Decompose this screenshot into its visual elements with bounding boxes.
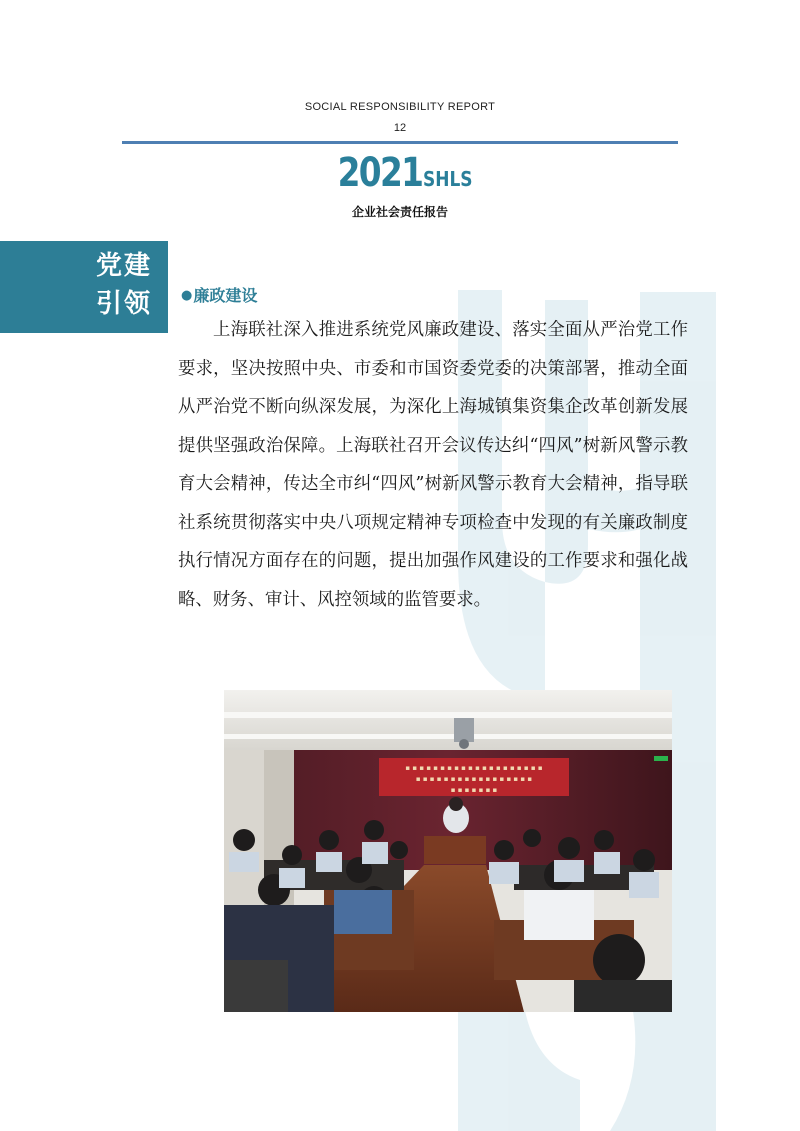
report-title: SOCIAL RESPONSIBILITY REPORT (304, 101, 496, 113)
page-number: 12 (393, 122, 407, 134)
svg-text:▪ ▪ ▪ ▪ ▪ ▪ ▪ ▪ ▪ ▪ ▪ ▪ ▪ ▪ ▪: ▪ ▪ ▪ ▪ ▪ ▪ ▪ ▪ ▪ ▪ ▪ ▪ ▪ ▪ ▪ ▪ ▪ ▪ ▪ ▪ (405, 764, 543, 772)
section-tab-line2: 引领 (96, 289, 153, 319)
svg-text:▪ ▪ ▪ ▪ ▪ ▪ ▪: ▪ ▪ ▪ ▪ ▪ ▪ ▪ (450, 786, 498, 794)
bullet-icon: ● (181, 288, 193, 303)
section-tab-label (96, 247, 164, 323)
svg-text:▪ ▪ ▪ ▪ ▪ ▪ ▪ ▪ ▪ ▪ ▪ ▪ ▪ ▪ ▪: ▪ ▪ ▪ ▪ ▪ ▪ ▪ ▪ ▪ ▪ ▪ ▪ ▪ ▪ ▪ ▪ ▪ (415, 775, 533, 783)
body-paragraph: 上海联社深入推进系统党风廉政建设、落实全面从严治党工作要求，坚决按照中央、市委和市国资委党委的决策部署，推动全面从严治党不断向纵深发展，为深化上海城镇集资集企改革创新发展提供坚强政治保障。上海联社召开会议传达纠“四风”树新风警示教育大会精神，传达全市纠“四风”树新风警示教育大会精神，指导联社系统贯彻落实中央八项规定精神专项检查中发现的有关廉政制度执行情况方面存在的问题，提出加强作风建设的工作要求和强化战略、财务、审计、风控领域的监管要求。 (178, 320, 688, 610)
logo-year: 2021 (337, 150, 423, 196)
meeting-photo (224, 690, 672, 1012)
subheading-text: 廉政建设 (193, 286, 258, 305)
report-logo (0, 150, 800, 196)
report-subtitle: 企业社会责任报告 (351, 205, 448, 219)
logo-brand: SHLS (422, 167, 473, 191)
header-divider (122, 141, 678, 144)
subheading (181, 283, 257, 306)
section-tab-line1: 党建 (96, 251, 153, 281)
section-tab (0, 241, 168, 333)
